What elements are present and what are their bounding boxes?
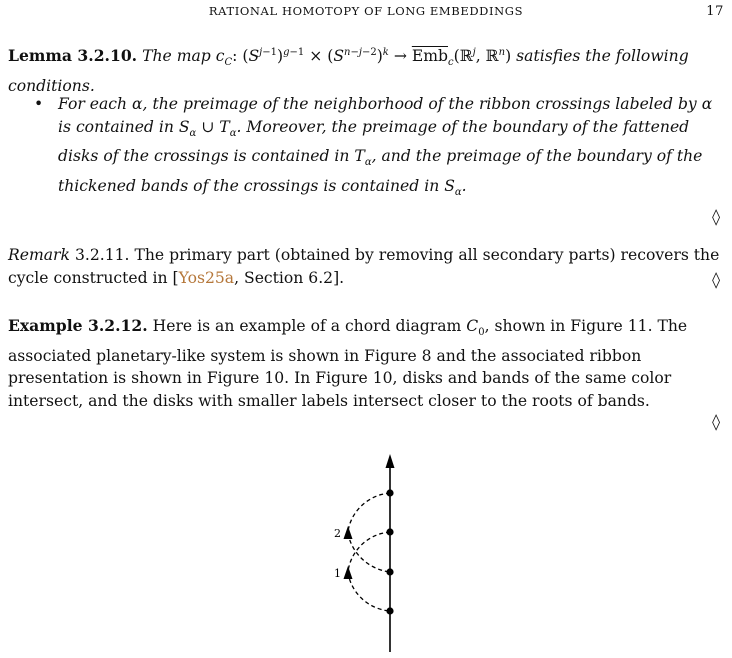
- chord-arrow-icon: [344, 526, 353, 539]
- chord-label-2: 2: [334, 527, 341, 540]
- dashed-chord-2: [348, 493, 390, 572]
- example-heading: Example 3.2.12.: [8, 316, 148, 335]
- remark-block: [8, 244, 720, 289]
- page-number: 17: [706, 4, 724, 19]
- citation-link[interactable]: Yos25a: [178, 268, 235, 287]
- lemma-block: [8, 42, 720, 97]
- bullet-text-5: .: [461, 177, 467, 195]
- example-text-1: Here is an example of a chord diagram: [147, 317, 467, 335]
- bullet-text-1: For each α, the preimage of the neighborhood of the ribbon crossings labeled by α is contained in S: [58, 95, 713, 136]
- remark-number: 3.2.11.: [74, 246, 130, 264]
- remark-text-2: , Section 6.2].: [234, 268, 345, 287]
- alpha-sub: α: [189, 127, 197, 139]
- remark-text-1: The primary part (obtained by removing all secondary parts) recovers the cycle constructed in [: [8, 246, 720, 287]
- chord-arrow-icon: [344, 566, 353, 579]
- bullet-icon: •: [34, 95, 44, 113]
- alpha-sub: α: [229, 127, 237, 139]
- running-head: [8, 4, 724, 22]
- remark-end-mark: ◊: [712, 270, 720, 289]
- chord-diagram-symbol: $C_0$: [466, 317, 485, 339]
- alpha-sub: α: [364, 157, 372, 169]
- example-end-mark: ◊: [712, 412, 720, 431]
- example-text-2: , shown in Figure 11. The associated planetary-like system is shown in Figure 8 and the associated ribbon presentation is shown in Figure 10. In Figure 10, disks and bands of the same color intersect, and the disks with smaller labels intersect closer to the roots of bands.: [8, 317, 688, 410]
- lemma-end-mark: ◊: [712, 207, 720, 226]
- bullet-text-3: . Moreover, the preimage of the boundary of the fattened disks of the crossings is contained in T: [58, 117, 690, 166]
- example-block: [8, 315, 720, 412]
- lemma-statement-pre: The map: [142, 47, 211, 66]
- chord-diagram-figure: [320, 448, 460, 654]
- lemma-map-formula: $c_C$: $(S^{j-1})^{g-1} \times (S^{n-j-2})^k$ → $\overline{Emb}_c(ℝ^j$, ℝ$^n$): [215, 47, 512, 69]
- lemma-heading: Lemma 3.2.10.: [8, 46, 138, 66]
- chord-label-1: 1: [334, 567, 341, 580]
- lemma-statement-post: satisfies the following conditions.: [8, 47, 689, 95]
- running-title: RATIONAL HOMOTOPY OF LONG EMBEDDINGS: [208, 4, 524, 18]
- chord-diagram-svg: [320, 448, 460, 654]
- remark-heading: Remark: [8, 246, 70, 264]
- alpha-sub: α: [454, 187, 462, 199]
- bullet-text-2: ∪ T: [196, 117, 230, 136]
- lemma-bullet-item: [34, 93, 720, 205]
- dashed-chord-1: [348, 532, 390, 611]
- bullet-text-4: , and the preimage of the boundary of the thickened bands of the crossings is contained in S: [58, 147, 703, 195]
- axis-arrow-icon: [386, 454, 395, 468]
